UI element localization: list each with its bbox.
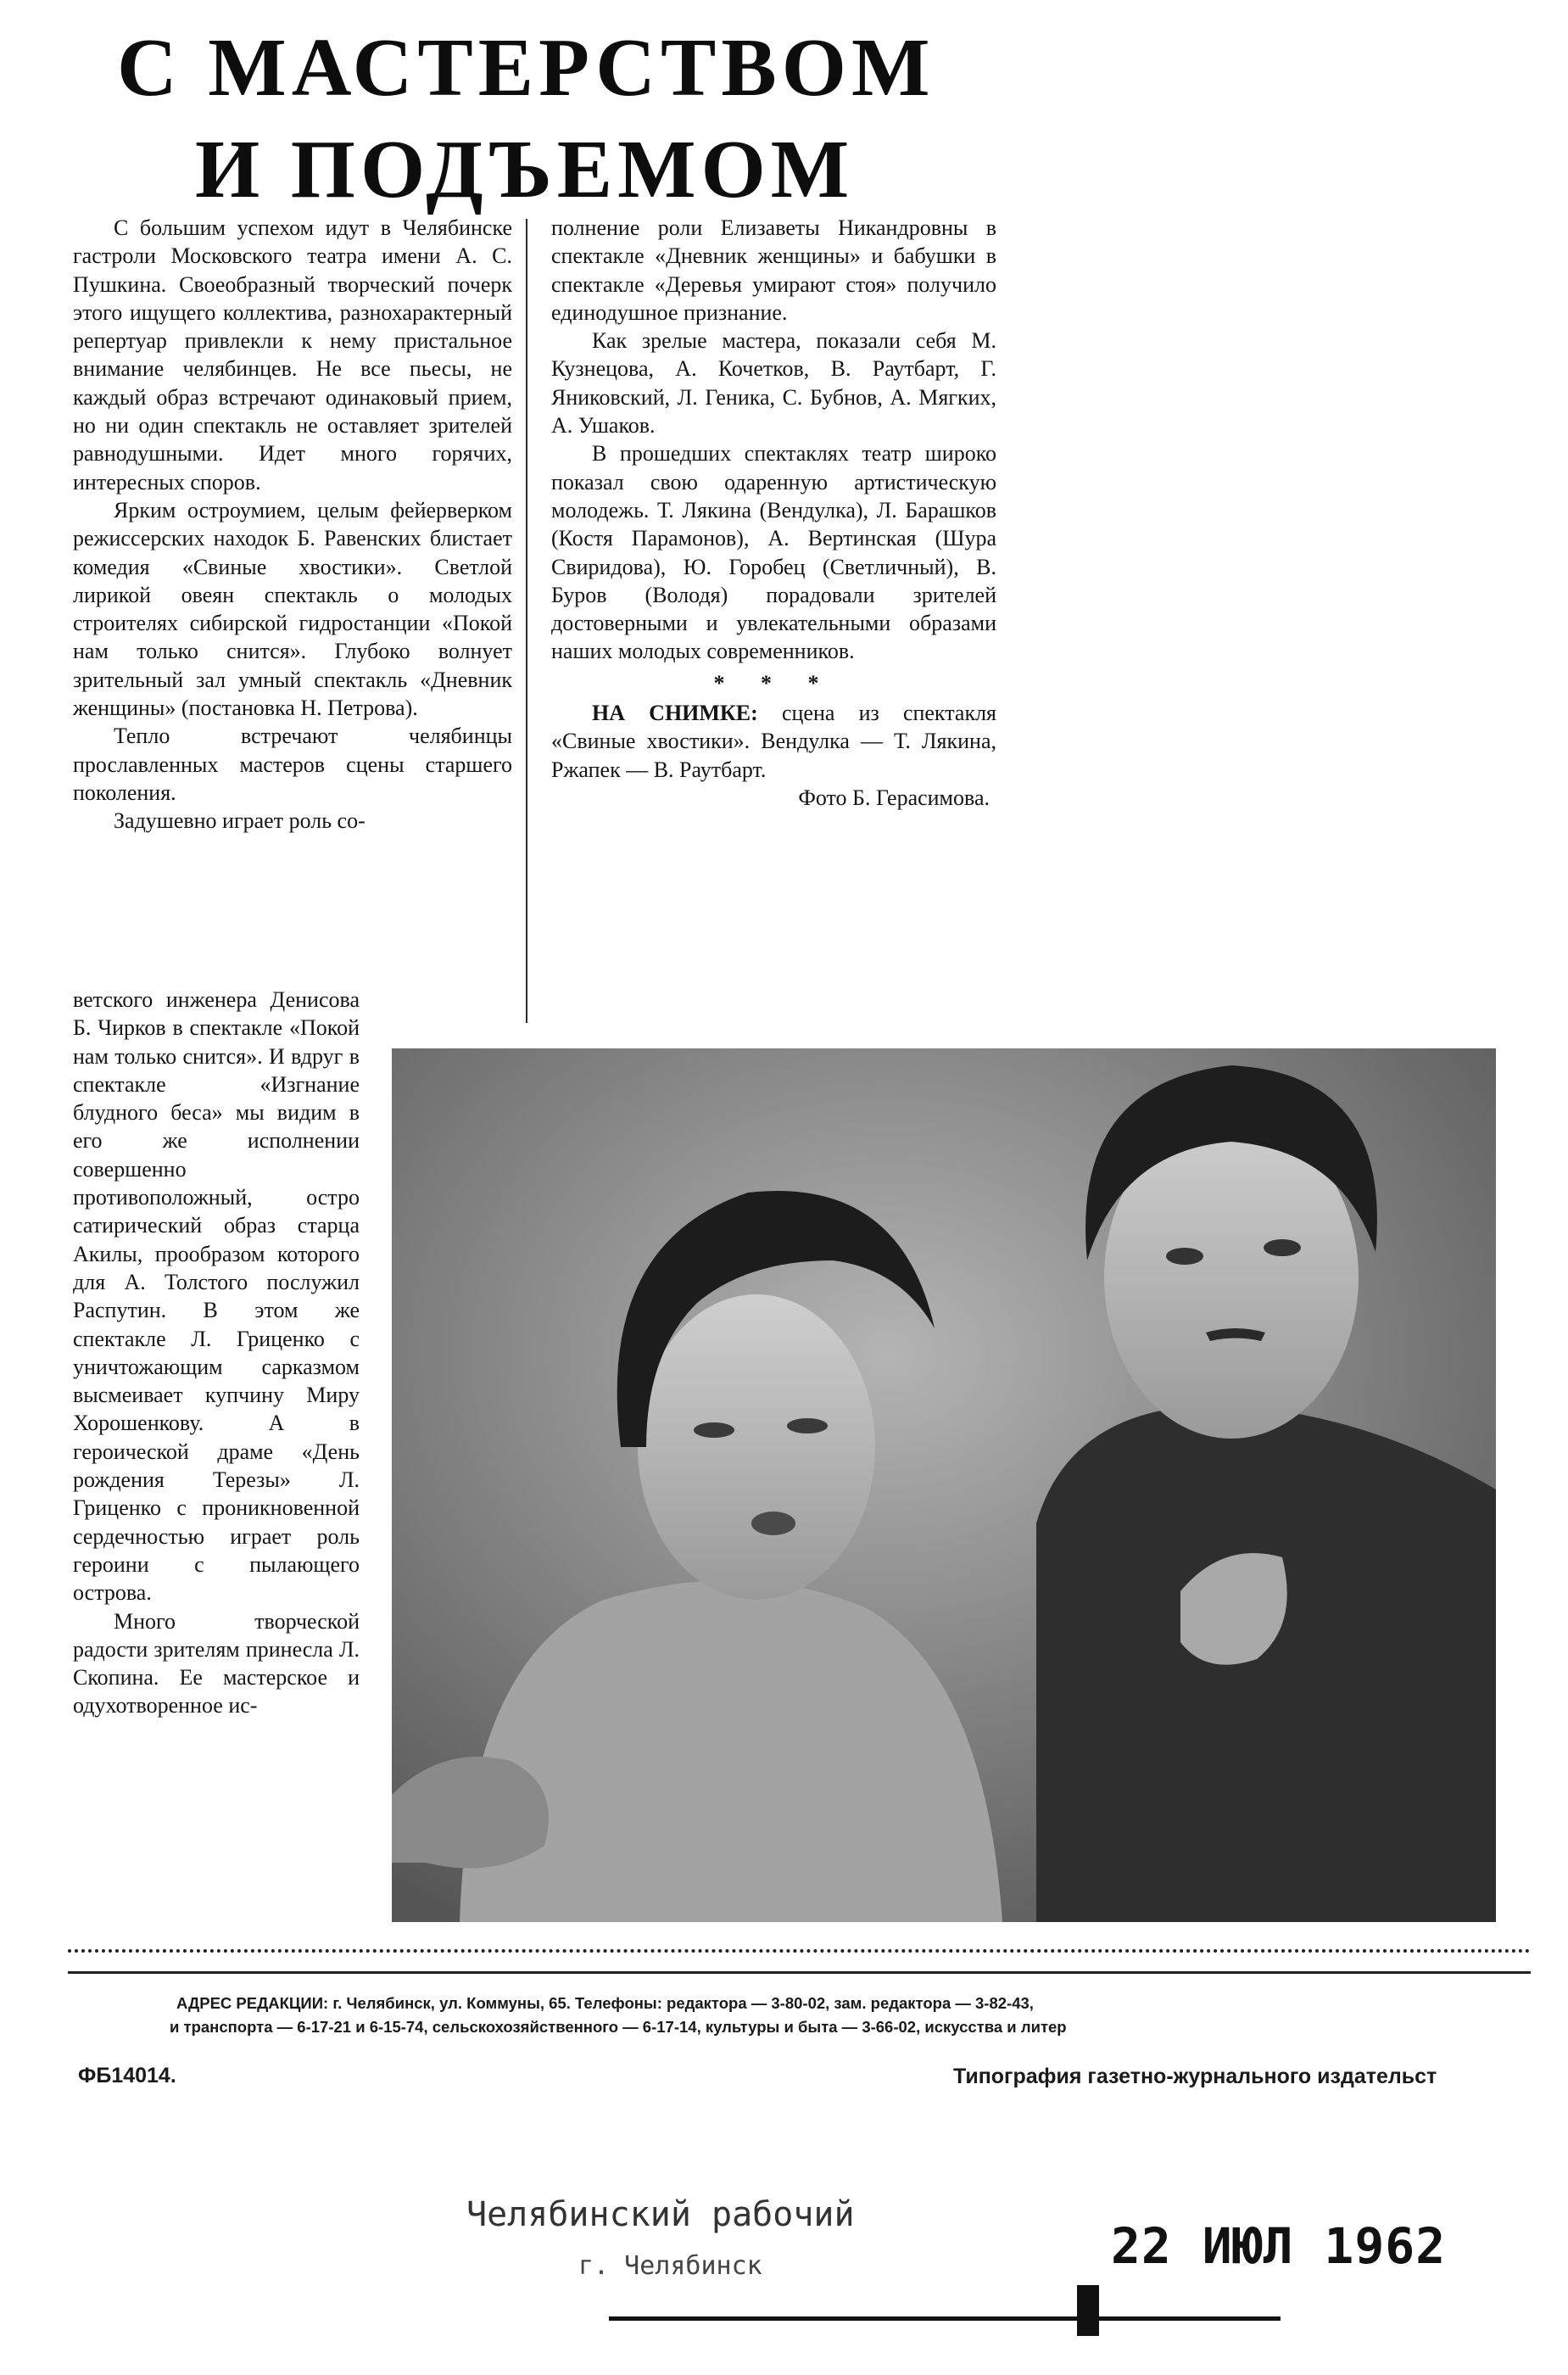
scene-photo [392,1048,1496,1922]
caption-text: сцена из спектакля «Свиные хвостики». Вендулка — Т. Лякина, Ржапек — В. Раутбарт. [551,701,997,782]
scene-photo-illustration [392,1048,1496,1922]
footer-dotted-rule [68,1949,1531,1953]
photo-credit: Фото Б. Герасимова. [798,785,990,810]
stamp-date: 22 ИЮЛ 1962 [1111,2217,1447,2275]
man-eye-left [1166,1248,1203,1265]
column-divider [526,219,527,1023]
col1-paragraph: С большим успехом идут в Челябинске гастроли Московского театра имени А. С. Пушкина. Своеобразный творческий почерк этого ищущего коллектива, разнохарактерный репертуар привлекли к нему пристальное внимание челябинцев. Не все пьесы, не каждый образ встречают одинаковый прием, но ни один спектакль не оставляет зрителей равнодушными. Идет много горячих, интересных споров. [73,215,512,495]
headline [117,17,1016,221]
photo-caption [551,699,996,784]
article-column-2 [551,214,996,812]
footer-rule [68,1971,1531,1974]
col1-paragraph: Ярким остроумием, целым фейерверком режиссерских находок Б. Равенских блистает комедия «Свиные хвостики». Светлой лирикой овеян спектакль о молодых строителях сибирской гидростанции «Покой нам только снится». Глубоко волнует зрительный зал умный спектакль «Дневник женщины» (постановка Н. Петрова). [73,497,512,721]
man-jacket [1036,1405,1496,1922]
caption-lead: НА СНИМКЕ: [592,701,758,726]
editorial-address: АДРЕС РЕДАКЦИИ: г. Челябинск, ул. Коммуны, 65. Телефоны: редактора — 3-80-02, зам. редактора — 3-82-43, [176,1994,1034,2012]
stamp-underline [609,2316,1281,2321]
col3-paragraph: ветского инженера Денисова Б. Чирков в спектакле «Покой нам только снится». И вдруг в спектакле «Изгнание блудного беса» мы видим в его же исполнении совершенно противоположный, остро сатирический образ старца Акилы, прообразом которого для А. Толстого послужил Распутин. В этом же спектакле Л. Гриценко с уничтожающим сарказмом высмеивает купчину Миру Хорошенкову. А в героической драме «День рождения Терезы» Л. Гриценко с проникновенной сердечностью играет роль героини с пылающего острова. [73,987,360,1606]
headline-line-2: И ПОДЪЕМОМ [195,124,855,215]
woman-eye-right [787,1418,828,1433]
stamp-ink-mark [1077,2285,1099,2336]
section-separator: * * * [713,670,834,696]
col3-paragraph: Много творческой радости зрителям принесла Л. Скопина. Ее мастерское и одухотворенное ис- [73,1608,360,1718]
article-column-3 [73,986,360,1720]
woman-mouth [751,1512,795,1535]
print-code: ФБ14014. [78,2064,176,2087]
col1-paragraph: Задушевно играет роль со- [114,808,365,834]
col1-paragraph: Тепло встречают челябинцы прославленных мастеров сцены старшего поколения. [73,724,512,805]
headline-line-1: С МАСТЕРСТВОМ [117,22,935,114]
stamp-city: г. Челябинск [578,2251,762,2281]
woman-face [638,1294,875,1600]
department-phones: и транспорта — 6-17-21 и 6-15-74, сельскохозяйственного — 6-17-14, культуры и быта — 3-66-02, искусства и литер [170,2018,1067,2036]
woman-eye-left [694,1422,734,1438]
col2-paragraph: Как зрелые мастера, показали себя М. Кузнецова, А. Кочетков, В. Раутбарт, Г. Яниковский, Л. Геника, С. Бубнов, А. Мягких, А. Ушаков. [551,328,996,439]
article-column-1 [73,214,512,835]
stamp-newspaper-name: Челябинский рабочий [466,2195,855,2234]
man-eye-right [1264,1239,1301,1256]
col2-paragraph: В прошедших спектаклях театр широко показал свою одаренную артистическую молодежь. Т. Лякина (Вендулка), Л. Барашков (Костя Парамонов), А. Вертинская (Шура Свиридова), Ю. Горобец (Светличный), В. Буров (Володя) порадовали зрителей достоверными и увлекательными образами наших молодых современников. [551,441,996,664]
printer-name: Типография газетно-журнального издательст [953,2065,1437,2088]
col2-paragraph: полнение роли Елизаветы Никандровны в спектакле «Дневник женщины» и бабушки в спектакле «Деревья умирают стоя» получило единодушное признание. [551,215,996,325]
